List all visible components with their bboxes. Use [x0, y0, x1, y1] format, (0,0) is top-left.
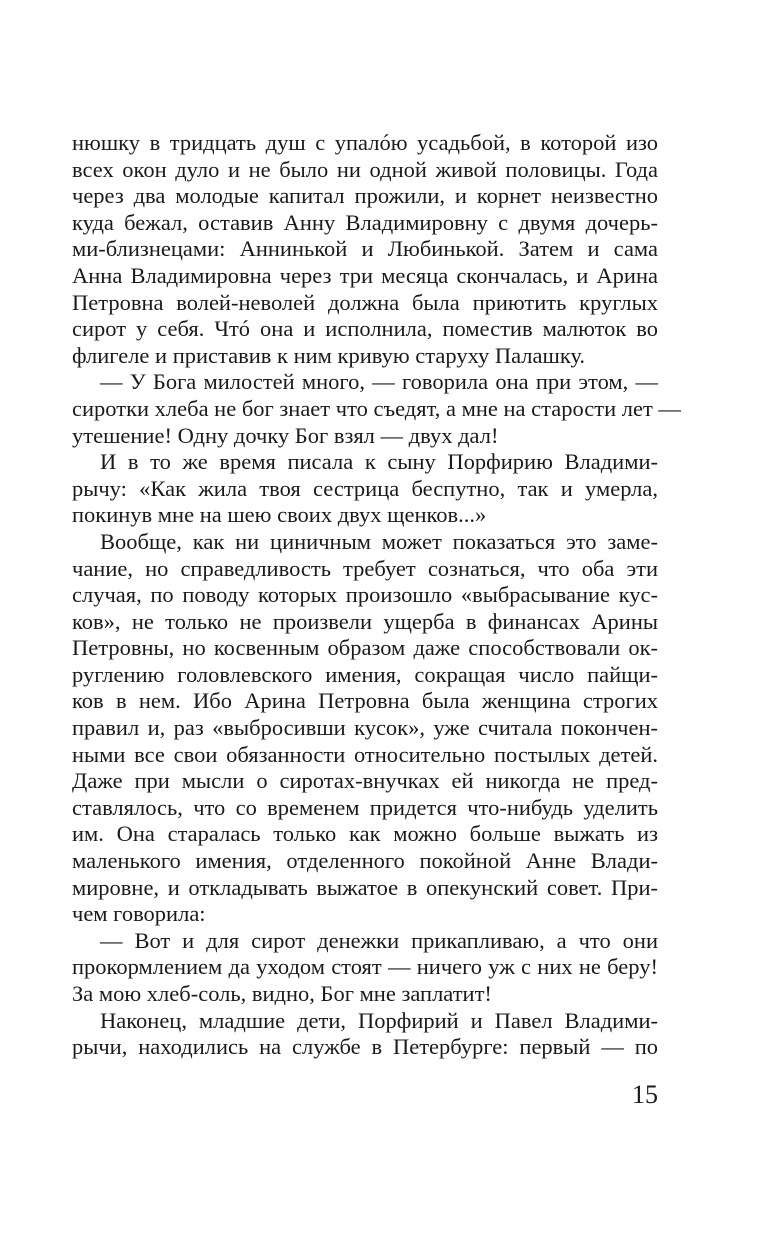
text-line: случая, по поводу которых произошло «выбрасывание кус-: [72, 582, 658, 608]
text-line: Даже при мысли о сиротах-внучках ей никогда не пред-: [72, 768, 658, 794]
text-line: чание, но справедливость требует сознаться, что оба эти: [72, 555, 658, 581]
page-number: 15: [632, 1080, 658, 1109]
text-line: ков в нем. Ибо Арина Петровна была женщина строгих: [72, 688, 658, 714]
text-line: Вообще, как ни циничным может показаться это заме-: [100, 528, 658, 554]
text-line: рычи, находились на службе в Петербурге: первый — по: [72, 1034, 658, 1060]
text-line: — У Бога милостей много, — говорила она при этом, —: [100, 369, 658, 395]
text-line: И в то же время писала к сыну Порфирию Владими-: [100, 449, 658, 475]
text-line: нюшку в тридцать душ с упалóю усадьбой, в которой изо: [72, 130, 658, 155]
text-line: через два молодые капитал прожили, и корнет неизвестно: [72, 183, 658, 209]
text-line: Петровны, но косвенным образом даже способствовали ок-: [72, 635, 658, 661]
text-line: прокормлением да уходом стоят — ничего уж с них не беру!: [72, 954, 658, 980]
text-line: правил и, раз «выбросивши кусок», уже считала покончен-: [72, 715, 658, 741]
text-line: мировне, и откладывать выжатое в опекунский совет. При-: [72, 874, 658, 900]
text-line: ставлялось, что со временем придется что-нибудь уделить: [72, 794, 658, 820]
text-line: чем говорила:: [72, 901, 206, 927]
text-line: руглению головлевского имения, сокращая число пайщи-: [72, 661, 658, 687]
text-line: флигеле и приставив к ним кривую старуху Палашку.: [72, 342, 586, 368]
text-line: сиротки хлеба не бог знает что съедят, а мне на старости лет —: [72, 395, 681, 421]
text-line: утешение! Одну дочку Бог взял — двух дал!: [72, 422, 499, 448]
text-line: покинув мне на шею своих двух щенков...»: [72, 502, 487, 528]
text-line: Петровна волей-неволей должна была приютить круглых: [72, 289, 658, 315]
text-line: куда бежал, оставив Анну Владимировну с двумя дочерь-: [72, 209, 658, 235]
body-text: [72, 130, 681, 1061]
text-line: рычу: «Как жила твоя сестрица беспутно, так и умерла,: [72, 475, 658, 501]
text-line: сирот у себя. Чтó она и исполнила, поместив малюток во: [72, 316, 658, 342]
text-line: Наконец, младшие дети, Порфирий и Павел Владими-: [100, 1007, 658, 1033]
text-line: маленького имения, отделенного покойной Анне Влади-: [72, 848, 658, 874]
text-line: всех окон дуло и не было ни одной живой половицы. Года: [72, 156, 658, 182]
text-line: ными все свои обязанности относительно постылых детей.: [72, 741, 658, 767]
text-line: — Вот и для сирот денежки прикапливаю, а что они: [100, 927, 658, 953]
text-line: ми-близнецами: Аннинькой и Любинькой. Затем и сама: [72, 236, 658, 262]
text-line: ков», не только не произвели ущерба в финансах Арины: [72, 608, 658, 634]
text-line: им. Она старалась только как можно больше выжать из: [72, 821, 658, 847]
text-line: За мою хлеб-соль, видно, Бог мне заплатит!: [72, 981, 492, 1006]
text-line: Анна Владимировна через три месяца скончалась, и Арина: [72, 262, 658, 288]
